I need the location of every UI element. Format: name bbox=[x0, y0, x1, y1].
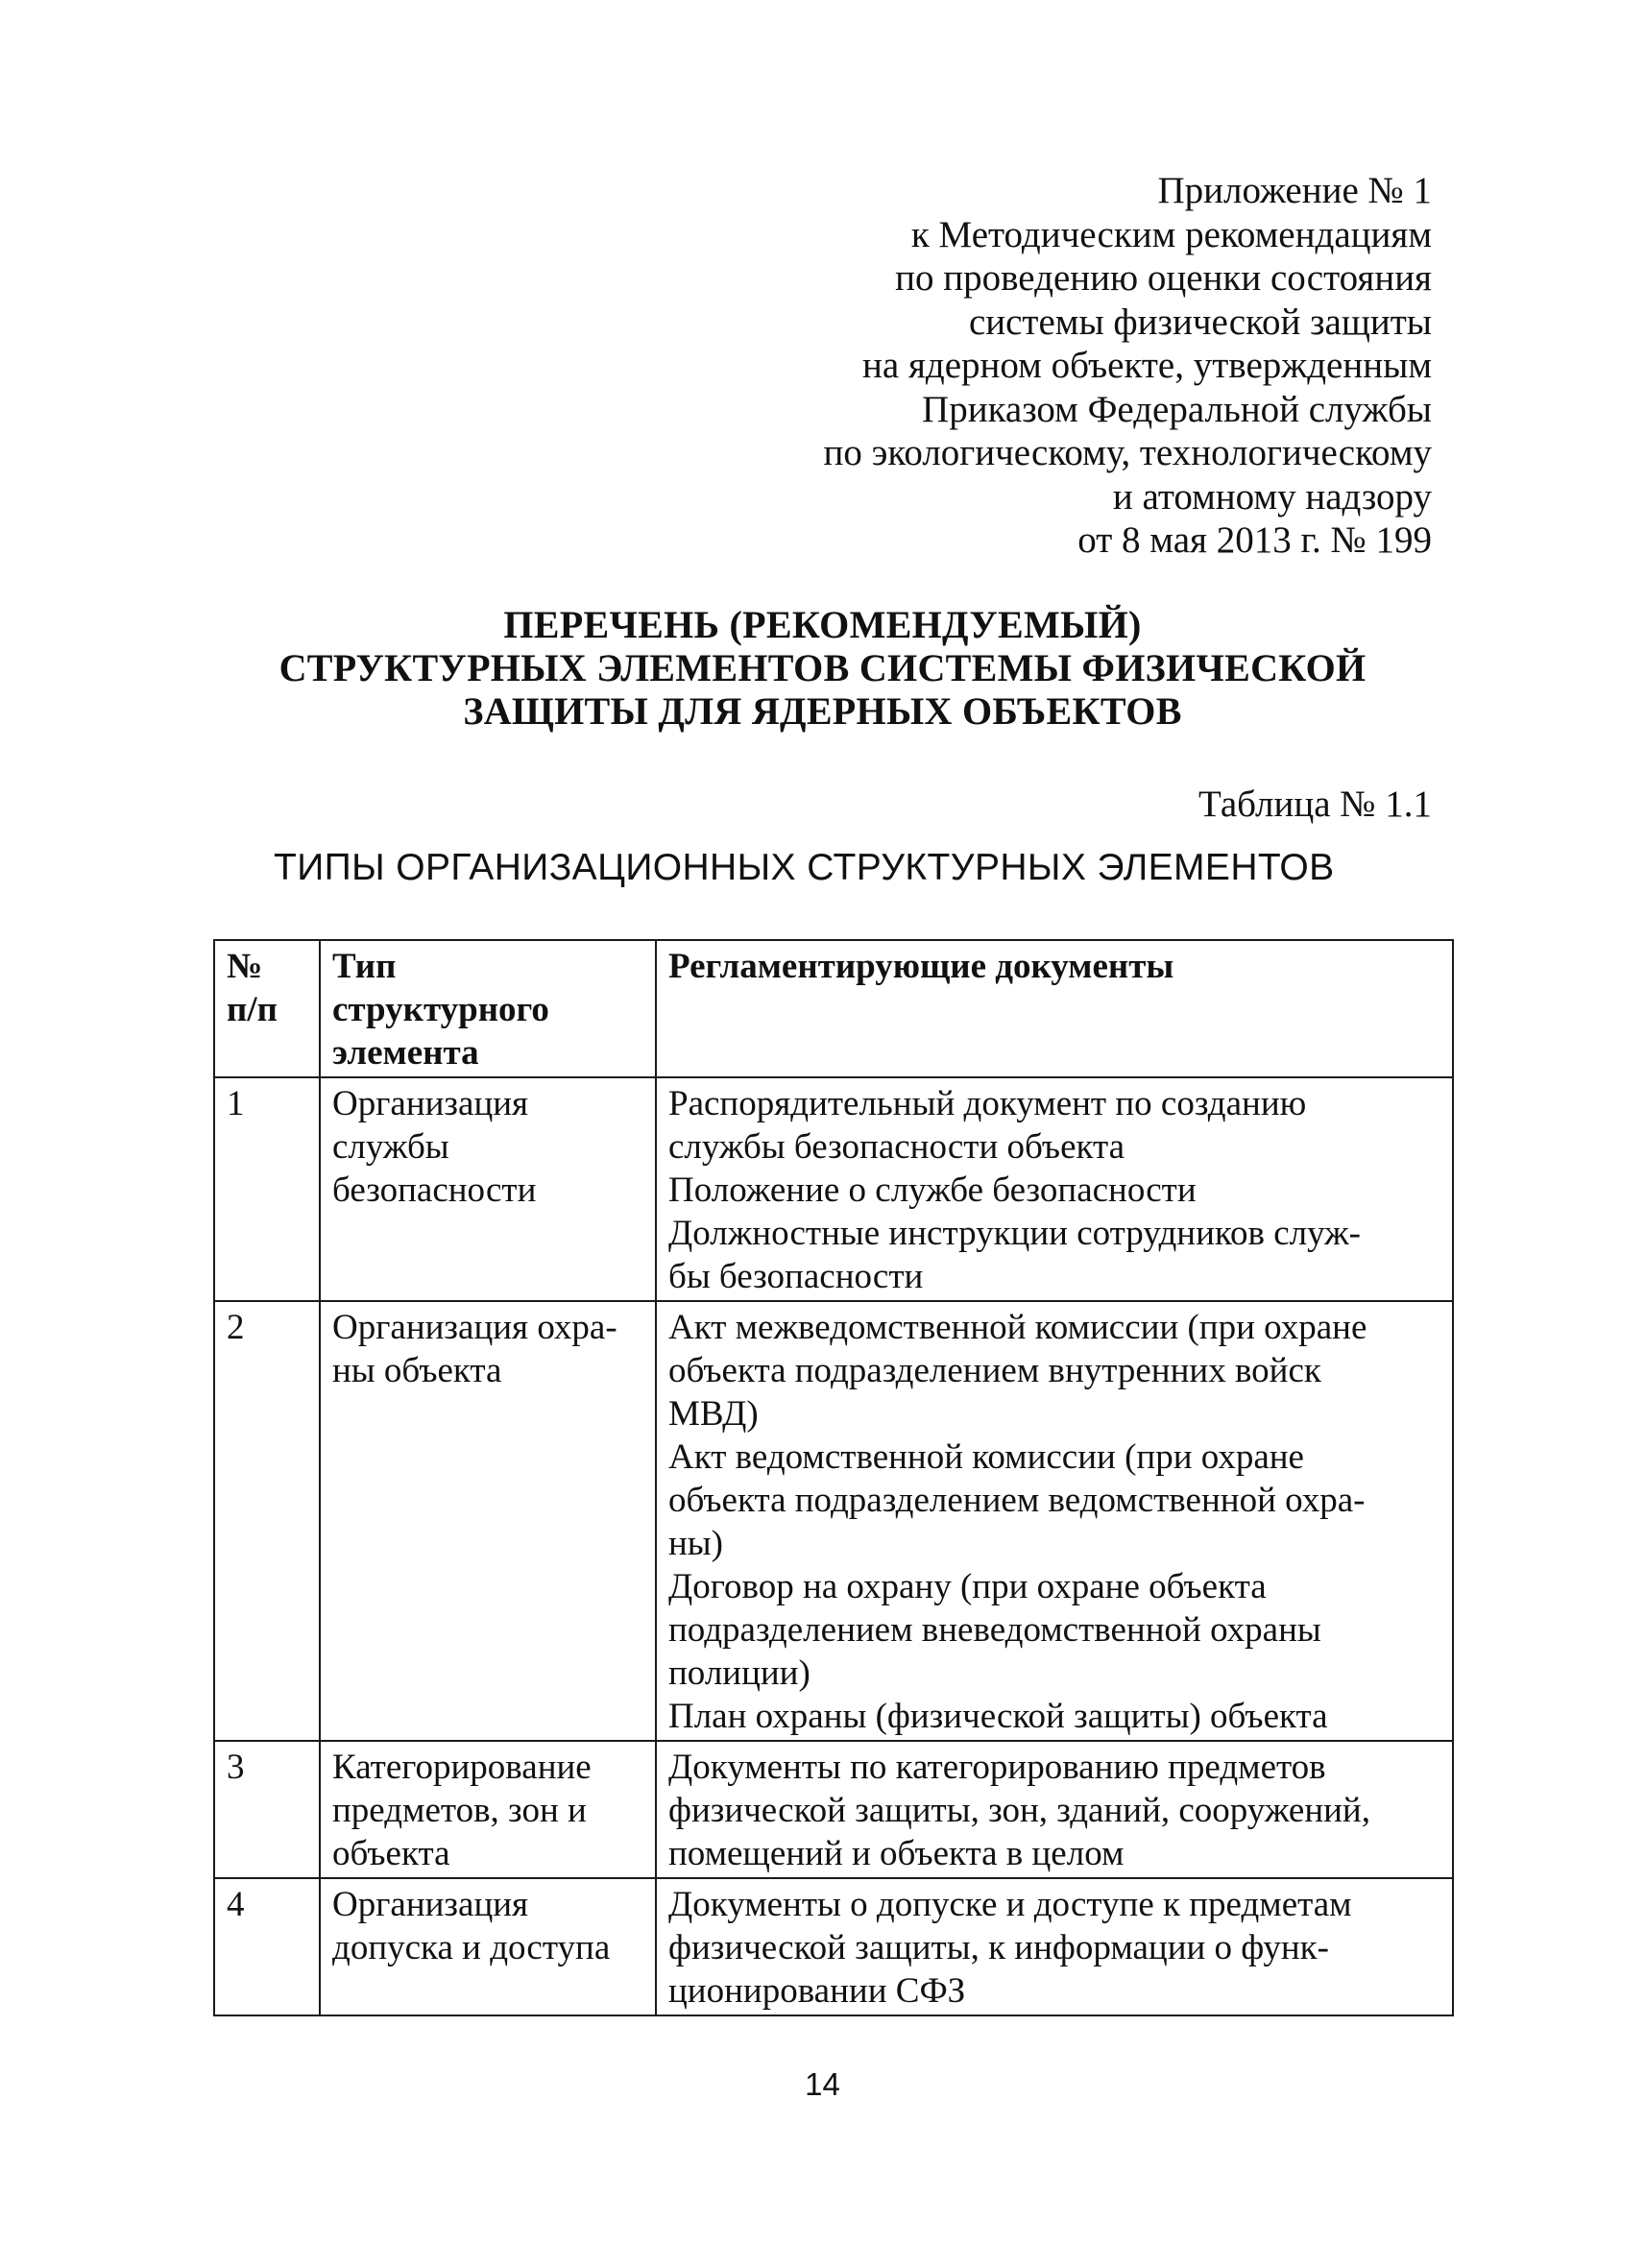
cell-line: объекта bbox=[332, 1834, 450, 1873]
header-line: Тип bbox=[332, 947, 397, 986]
cell-line: службы bbox=[332, 1127, 449, 1167]
cell-line: ны) bbox=[668, 1524, 723, 1563]
cell-line: МВД) bbox=[668, 1394, 759, 1434]
appendix-line: на ядерном объекте, утвержденным bbox=[862, 345, 1432, 386]
table-row bbox=[214, 1077, 1453, 1301]
title-line: СТРУКТУРНЫХ ЭЛЕМЕНТОВ СИСТЕМЫ ФИЗИЧЕСКОЙ bbox=[278, 646, 1367, 689]
cell-line: Документы о допуске и доступе к предметам bbox=[668, 1885, 1352, 1924]
cell-line: Распорядительный документ по созданию bbox=[668, 1084, 1307, 1123]
cell-line: бы безопасности bbox=[668, 1257, 924, 1296]
appendix-line: по проведению оценки состояния bbox=[895, 257, 1432, 299]
cell-line: Должностные инструкции сотрудников служ- bbox=[668, 1214, 1361, 1253]
row-type bbox=[320, 1741, 656, 1878]
cell-line: Организация bbox=[332, 1084, 529, 1123]
document-title bbox=[0, 603, 1645, 733]
cell-line: физической защиты, зон, зданий, сооружений, bbox=[668, 1791, 1370, 1830]
header-line: п/п bbox=[227, 990, 278, 1029]
cell-line: Акт межведомственной комиссии (при охране bbox=[668, 1308, 1367, 1347]
appendix-line: по экологическому, технологическому bbox=[823, 432, 1432, 473]
cell-line: Организация bbox=[332, 1885, 529, 1924]
cell-line: объекта подразделением внутренних войск bbox=[668, 1351, 1321, 1390]
cell-line: безопасности bbox=[332, 1170, 537, 1210]
header-line: элемента bbox=[332, 1033, 479, 1073]
header-documents bbox=[656, 940, 1453, 1077]
title-line: ЗАЩИТЫ ДЛЯ ЯДЕРНЫХ ОБЪЕКТОВ bbox=[463, 689, 1182, 733]
appendix-line: к Методическим рекомендациям bbox=[910, 213, 1432, 255]
row-documents bbox=[656, 1878, 1453, 2015]
cell-line: Договор на охрану (при охране объекта bbox=[668, 1567, 1267, 1606]
header-type bbox=[320, 940, 656, 1077]
appendix-line: от 8 мая 2013 г. № 199 bbox=[1077, 519, 1432, 561]
page-number: 14 bbox=[805, 2066, 840, 2102]
table-row bbox=[214, 1301, 1453, 1741]
cell-line: помещений и объекта в целом bbox=[668, 1834, 1125, 1873]
cell-line: допуска и доступа bbox=[332, 1928, 611, 1967]
table-header-row bbox=[214, 940, 1453, 1077]
cell-line: службы безопасности объекта bbox=[668, 1127, 1125, 1167]
cell-line: Положение о службе безопасности bbox=[668, 1170, 1197, 1210]
row-type bbox=[320, 1077, 656, 1301]
table-row bbox=[214, 1741, 1453, 1878]
row-number: 3 bbox=[214, 1741, 320, 1878]
row-number: 2 bbox=[214, 1301, 320, 1741]
appendix-line: системы физической защиты bbox=[968, 301, 1432, 343]
header-line: Регламентирующие документы bbox=[668, 947, 1174, 986]
cell-line: объекта подразделением ведомственной охра- bbox=[668, 1481, 1366, 1520]
cell-line: полиции) bbox=[668, 1653, 810, 1693]
structural-elements-table bbox=[213, 939, 1454, 2016]
table-row bbox=[214, 1878, 1453, 2015]
cell-line: ционировании СФЗ bbox=[668, 1971, 966, 2011]
header-line: структурного bbox=[332, 990, 549, 1029]
cell-line: предметов, зон и bbox=[332, 1791, 587, 1830]
row-number: 1 bbox=[214, 1077, 320, 1301]
appendix-line: Приказом Федеральной службы bbox=[922, 388, 1432, 430]
table-number: Таблица № 1.1 bbox=[1197, 784, 1432, 825]
header-line: № bbox=[227, 947, 263, 986]
cell-line: План охраны (физической защиты) объекта bbox=[668, 1697, 1328, 1736]
row-documents bbox=[656, 1301, 1453, 1741]
row-documents bbox=[656, 1077, 1453, 1301]
cell-line: Организация охра- bbox=[332, 1308, 617, 1347]
header-number bbox=[214, 940, 320, 1077]
row-number: 4 bbox=[214, 1878, 320, 2015]
row-type bbox=[320, 1301, 656, 1741]
cell-line: Категорирование bbox=[332, 1748, 592, 1787]
cell-line: подразделением вневедомственной охраны bbox=[668, 1610, 1321, 1650]
title-line: ПЕРЕЧЕНЬ (РЕКОМЕНДУЕМЫЙ) bbox=[503, 603, 1142, 646]
row-type bbox=[320, 1878, 656, 2015]
row-documents bbox=[656, 1741, 1453, 1878]
cell-line: Документы по категорированию предметов bbox=[668, 1748, 1326, 1787]
cell-line: физической защиты, к информации о функ- bbox=[668, 1928, 1329, 1967]
appendix-line: Приложение № 1 bbox=[1157, 170, 1432, 211]
cell-line: Акт ведомственной комиссии (при охране bbox=[668, 1437, 1304, 1477]
appendix-block bbox=[824, 169, 1432, 563]
cell-line: ны объекта bbox=[332, 1351, 502, 1390]
appendix-line: и атомному надзору bbox=[1112, 475, 1432, 518]
table-caption: ТИПЫ ОРГАНИЗАЦИОННЫХ СТРУКТУРНЫХ ЭЛЕМЕНТОВ bbox=[274, 847, 1335, 888]
